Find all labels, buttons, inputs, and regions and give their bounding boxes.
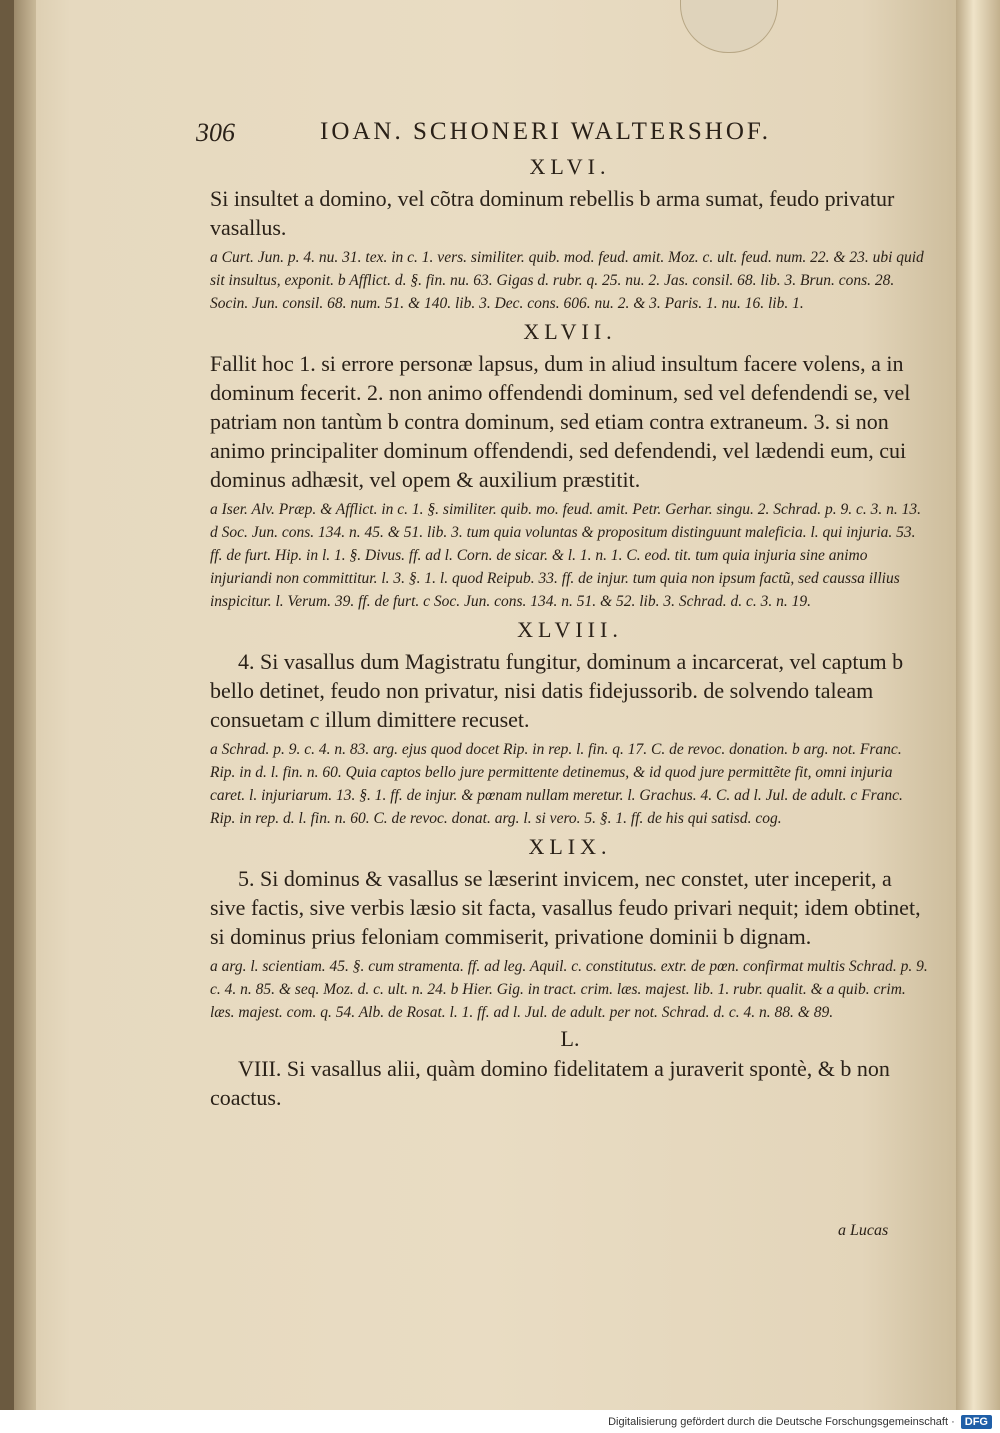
page-gutter [14,0,36,1410]
page-number: 306 [196,118,235,147]
running-title: IOAN. SCHONERI WALTERSHOF. [320,118,772,145]
section-47 [210,319,930,613]
section-text: 4. Si vasallus dum Magistratu fungitur, dominum a incarcerat, vel captum b bello detinet, feudo non privatur, nisi datis fidejussorib. de solvendo taleam consuetam c illum dimittere recuset. [210,649,904,732]
section-text: Si insultet a domino, vel cõtra dominum rebellis b arma sumat, feudo privatur vasallus. [210,186,895,240]
section-heading: XLVI. [529,154,611,179]
section-heading: XLVII. [523,319,617,344]
section-heading: L. [560,1026,580,1051]
section-heading: XLVIII. [517,617,623,642]
section-text: VIII. Si vasallus alii, quàm domino fidelitatem a juraverit spontè, & b non coactus. [210,1056,890,1110]
footer-text: Digitalisierung gefördert durch die Deutsche Forschungsgemeinschaft · [608,1415,955,1428]
section-notes: a Iser. Alv. Præp. & Afflict. in c. 1. §. similiter. quib. mo. feud. amit. Petr. Gerhar. singu. 2. Schrad. p. 9. c. 3. n. 13. d Soc. Jun. cons. 134. n. 45. & 51. lib. 3. tum quia voluntas & propositum distinguunt maleficia. l. qui injuria. 53. ff. de furt. Hip. in l. 1. §. Divus. ff. ad l. Corn. de sicar. & l. 1. n. 1. C. eod. tit. tum quia injuria sine animo injuriandi non committitur. l. 3. §. 1. l. quod Reipub. 33. ff. de injur. tum quia non ipsum factũ, sed caussa illius inspicitur. l. Verum. 39. ff. de furt. c Soc. Jun. cons. 134. n. 51. & 52. lib. 3. Schrad. d. c. 3. n. 19. [210,501,921,610]
section-heading: XLIX. [528,834,612,859]
section-50 [210,1026,930,1112]
page-edge [956,0,1000,1410]
section-48 [210,617,930,830]
dfg-logo: DFG [961,1415,992,1429]
section-49 [210,834,930,1024]
section-46 [210,154,930,315]
section-notes: a Schrad. p. 9. c. 4. n. 83. arg. ejus quod docet Rip. in rep. l. fin. q. 17. C. de revoc. donation. b arg. not. Franc. Rip. in d. l. fin. n. 60. Quia captos bello jure permittente detinemus, & id quod jure permittẽte fit, omni injuria caret. l. injuriarum. 13. §. 1. ff. de injur. & pœnam nullam meretur. l. Grachus. 4. C. ad l. Jul. de adult. c Franc. Rip. in rep. d. l. fin. n. 60. C. de revoc. donat. arg. l. si vero. 5. §. 1. ff. de his qui satisd. cog. [210,741,903,827]
section-text: 5. Si dominus & vasallus se læserint invicem, nec constet, uter inceperit, a sive factis, sive verbis læsio sit facta, vasallus feudo privari nequit; idem obtinet, si dominus prius feloniam commiserit, privatione dominii b dignam. [210,866,921,949]
page-content [210,150,930,1116]
section-text: Fallit hoc 1. si errore personæ lapsus, dum in aliud insultum facere volens, a in dominum fecerit. 2. non animo offendendi dominum, sed vel defendendi se, vel patriam non tantùm b contra dominum, sed etiam contra extraneum. 3. si non animo principaliter dominum offendendi, sed defendendi, vel lædendi eum, cui dominus adhæsit, vel opem & auxilium præstitit. [210,351,911,492]
footer-strip [0,1410,1000,1433]
section-notes: a Curt. Jun. p. 4. nu. 31. tex. in c. 1. vers. similiter. quib. mod. feud. amit. Moz. c. ult. feud. num. 22. & 23. ubi quid sit insultus, exponit. b Afflict. d. §. fin. nu. 63. Gigas d. rubr. q. 25. nu. 2. Jas. consil. 68. lib. 3. Brun. cons. 28. Socin. Jun. consil. 68. num. 51. & 140. lib. 3. Dec. cons. 606. nu. 2. & 3. Paris. 1. nu. 16. lib. 1. [210,249,924,312]
catchword: a Lucas [838,1222,889,1239]
section-notes: a arg. l. scientiam. 45. §. cum stramenta. ff. ad leg. Aquil. c. constitutus. extr. de pœn. confirmat multis Schrad. p. 9. c. 4. n. 85. & seq. Moz. d. c. ult. n. 24. b Hier. Gig. in tract. crim. læs. majest. lib. 1. rubr. qualit. & a quib. crim. læs. majest. com. q. 54. Alb. de Rosat. l. 1. ff. ad l. Jul. de adult. per not. Schrad. d. c. 4. n. 88. & 89. [210,958,928,1021]
